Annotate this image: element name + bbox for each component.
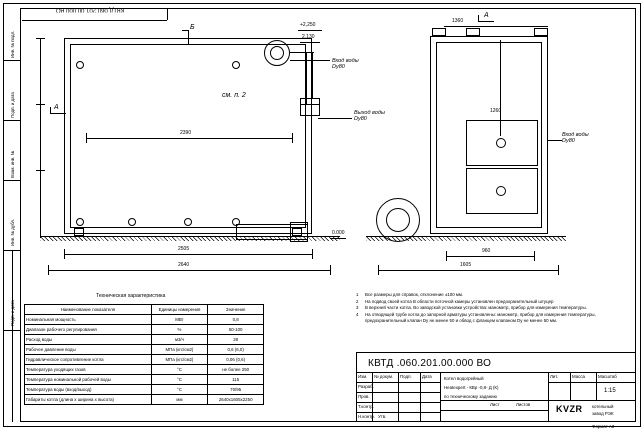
tb-role-nkontr: Н.контр. (358, 414, 375, 419)
door-lock-upper (496, 138, 506, 148)
tc-r8-c2: 2640х1605х2250 (208, 395, 264, 405)
tc-r3-c1: МПа (кгс/см2) (151, 345, 208, 355)
note-item: 2 На подвод своей котла В области поточной камеры установлен предохранительный штуцер (356, 298, 554, 304)
callout-inlet-right-line1: Вход воды (562, 132, 589, 138)
water-inlet-nozzle-inner (270, 46, 284, 60)
flange-circle-5 (184, 218, 192, 226)
flange-circle-1 (76, 61, 84, 69)
tc-r8-c1: мм (151, 395, 208, 405)
tc-r0-c2: 0,8 (208, 315, 264, 325)
sheet-top-label: КВТД 060.201.00.000 ВО (55, 6, 125, 13)
tc-r6-c2: 115 (208, 375, 264, 385)
margin-label-2: Взам. инв. № (10, 150, 15, 178)
tc-r1-c1: % (151, 325, 208, 335)
tc-r1-c2: 50-100 (208, 325, 264, 335)
tb-col-doc: № докум. (374, 374, 394, 379)
note-item: 1 Все размеры для справок, отклонение ±100 мм. (356, 292, 464, 297)
flue-fan-inner (386, 208, 410, 232)
side-fitting-mid (466, 28, 480, 36)
tb-sheets-total: Листов (516, 402, 531, 407)
table-row (25, 345, 264, 355)
callout-inlet-line1: Вход воды (332, 58, 359, 64)
sheet-format: Формат А3 (592, 424, 615, 429)
tb-role-prov: Пров. (358, 394, 370, 399)
section-mark-a-right: А (484, 12, 489, 19)
margin-label-0: Инв. № подл. (10, 30, 15, 58)
table-row (25, 355, 264, 365)
tb-product-line2: Heatexpert - КВр -0,8- Д (К) (444, 385, 499, 390)
tc-r1-c0: Диапазон рабочего регулирования (25, 325, 152, 335)
flange-circle-4 (128, 218, 136, 226)
tc-r4-c2: 0,06 (0,6) (208, 355, 264, 365)
dim-1360: 1360 (452, 18, 464, 24)
tb-product-line3: по техническому заданию (444, 394, 497, 399)
margin-label-1: Подп. и дата (10, 92, 15, 118)
tb-col-podp: Подп. (400, 374, 412, 379)
drawing-number: КВТД .060.201.00.000 ВО (368, 358, 492, 369)
dim-1260: 1260 (490, 108, 502, 114)
flange-circle-3 (76, 218, 84, 226)
tb-role-razrab: Разраб. (358, 384, 374, 389)
tc-header-0: Наименование показателя (25, 305, 152, 315)
tc-r5-c0: Температура уходящих газов (25, 365, 152, 375)
tc-r7-c1: °С (151, 385, 208, 395)
tb-mass-label: Масса (572, 374, 585, 379)
tc-r8-c0: Габариты котла (длина х ширина х высота) (25, 395, 152, 405)
boiler-front-inner-panel (70, 44, 306, 228)
dim-2640: 2640 (178, 262, 190, 268)
boiler-leg-left (74, 228, 84, 236)
tc-r2-c2: 28 (208, 335, 264, 345)
tech-characteristics-table (24, 304, 264, 405)
dim-2505: 2505 (178, 246, 190, 252)
tc-r0-c1: МВт (151, 315, 208, 325)
tc-r4-c0: Гидравлическое сопротивление котла (25, 355, 152, 365)
tb-role-tkontr: Т.контр. (358, 404, 374, 409)
note-text-1: На подвод своей котла В области поточной камеры установлен предохранительный штуцер (365, 298, 554, 304)
tech-table-title: Техническая характеристика (96, 293, 166, 299)
tc-r3-c2: 0,6 (6,0) (208, 345, 264, 355)
see-point-2: см. п. 2 (222, 92, 246, 99)
tb-col-izm: Изм. (358, 374, 368, 379)
door-lock-lower (496, 186, 506, 196)
table-row (25, 385, 264, 395)
table-row (25, 395, 264, 405)
callout-outlet-line1: Выход воды (354, 110, 385, 116)
tc-r6-c1: °С (151, 375, 208, 385)
note-text-3: На отводящей трубе котла до запорной арматуры установлены: манометр, прибор для измерения температуры, предохранительный клапан Dу не менее 50 и обвод с фланцем клапаном Dу не менее 50 мм. (365, 311, 596, 324)
dim-2390: 2390 (180, 130, 192, 136)
note-text-0: Все размеры для справок, отклонение ±100 мм. (365, 292, 464, 297)
tc-r7-c2: 70/95 (208, 385, 264, 395)
margin-label-3: Инв. № дубл. (10, 218, 15, 246)
floor-hatching-side (366, 237, 566, 241)
callout-outlet-line2: Dу80 (354, 116, 367, 123)
company-logo: KVZR (556, 404, 583, 414)
company-sub1: котельный (592, 404, 614, 409)
tc-r6-c0: Температура номинальной рабочей воды (25, 375, 152, 385)
tb-sheet-label: Лист (490, 402, 500, 407)
tc-r0-c0: Номинальная мощность (25, 315, 152, 325)
tb-role-utv: Утв. (378, 414, 387, 419)
tc-header-1: Единицы измерения (151, 305, 208, 315)
tc-r5-c1: °С (151, 365, 208, 375)
side-fitting-right (534, 28, 548, 36)
elev-2250: +2,250 (300, 22, 316, 28)
table-row (25, 335, 264, 345)
burner-motor (290, 222, 308, 242)
table-row (25, 325, 264, 335)
tc-r2-c0: Расход воды (25, 335, 152, 345)
note-item: 4 На отводящей трубе котла до запорной арматуры установлены: манометр, прибор для измерения температуры, предохранительный клапан Dу не менее 50 и обвод с фланцем клапаном Dу не менее 50 мм. (356, 312, 628, 325)
notes-list (356, 292, 628, 325)
flange-circle-2 (232, 61, 240, 69)
callout-inlet-right-line2: Dу80 (562, 138, 575, 145)
flange-circle-6 (232, 218, 240, 226)
tc-r5-c2: не более 250 (208, 365, 264, 375)
tc-header-2: Значение (208, 305, 264, 315)
callout-inlet-line2: Dу80 (332, 64, 345, 71)
section-mark-b: Б (190, 24, 195, 31)
tc-r7-c0: Температура воды (вход/выход) (25, 385, 152, 395)
tb-lit-label: Лит. (550, 374, 559, 379)
note-text-2: В верхней части котла. Во заводской установки устройства: манометр, прибор для измерения температуры. (365, 305, 587, 311)
table-row (25, 365, 264, 375)
tb-scale-value: 1:15 (604, 388, 616, 394)
note-item: 3 В верхней части котла. Во заводской установки устройства: манометр, прибор для измерения температуры. (356, 305, 587, 311)
tc-r2-c1: м3/ч (151, 335, 208, 345)
outlet-pipe-elbow (300, 98, 320, 116)
company-sub2: завод РЭК (592, 411, 614, 416)
margin-label-4: Подп. и дата (10, 300, 15, 326)
tc-r4-c1: МПа (кгс/см2) (151, 355, 208, 365)
table-row (25, 375, 264, 385)
callout-inlet (332, 58, 359, 71)
section-mark-a-left: А (54, 104, 59, 111)
tb-scale-label: Масштаб (598, 374, 617, 379)
table-row (25, 315, 264, 325)
tb-product-line1: Котел водогрейный (444, 376, 484, 381)
dim-1605: 1605 (460, 262, 472, 268)
callout-inlet-right (562, 132, 589, 145)
tc-r3-c0: Рабочее давление воды (25, 345, 152, 355)
dim-960: 960 (482, 248, 491, 254)
side-fitting-left (432, 28, 446, 36)
callout-outlet (354, 110, 385, 123)
elev-2130: 2,130 (302, 34, 315, 40)
elev-0000: 0.000 (332, 230, 345, 236)
tb-col-data: Дата (422, 374, 432, 379)
